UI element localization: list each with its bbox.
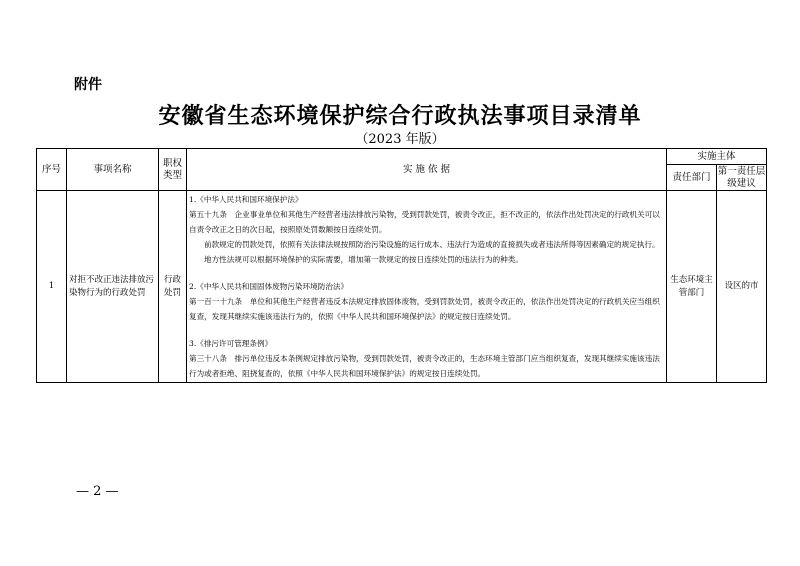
basis-law-3-article: 第三十八条 排污单位违反本条例规定排放污染物，受到罚款处罚，被责令改正的，生态环境主管部门应当组织复查，发现其继续实施该违法行为或者拒绝、阻挠复查的，依照《中华人民共和国环境保护法》的规定按日连续处罚。: [189, 354, 660, 378]
cell-basis: [187, 191, 667, 383]
cell-power-type: 行政处罚: [159, 191, 187, 383]
header-first-responsibility: 第一责任层级建议: [717, 165, 766, 189]
header-basis: 实 施 依 据: [187, 149, 667, 191]
header-subject-group: 实施主体: [667, 149, 767, 165]
header-seq: 序号: [37, 149, 67, 191]
document-subtitle: （2023 年版）: [355, 132, 445, 147]
attachment-label: 附件: [74, 77, 102, 93]
basis-law-2-article: 第一百一十九条 单位和其他生产经营者违反本法规定排放固体废物，受到罚款处罚，被责令改正的，依法作出处罚决定的行政机关应当组织复查，发现其继续实施该违法行为的，依照《中华人民共和国环境保护法》的规定按日连续处罚。: [189, 297, 660, 321]
cell-item-name: 对拒不改正违法排放污染物行为的行政处罚: [67, 191, 159, 383]
cell-first-responsibility: 设区的市: [717, 191, 767, 383]
basis-law-3-title: 3.《排污许可管理条例》: [189, 339, 273, 348]
header-item-name: 事项名称: [67, 149, 159, 191]
cell-responsible-dept: 生态环境主管部门: [667, 191, 717, 383]
header-power-type: 职权类型: [159, 149, 187, 191]
basis-law-1-para-3: 地方性法规可以根据环境保护的实际需要，增加第一款规定的按日连续处罚的违法行为的种类。: [204, 255, 523, 264]
enforcement-items-table: [36, 148, 767, 383]
table-header-row: [37, 149, 767, 165]
basis-law-1-article: 第五十九条 企业事业单位和其他生产经营者违法排放污染物，受到罚款处罚，被责令改正，拒不改正的，依法作出处罚决定的行政机关可以自责令改正之日的次日起，按照原处罚数额按日连续处罚。: [189, 210, 660, 234]
basis-law-2-title: 2.《中华人民共和国固体废物污染环境防治法》: [189, 282, 349, 291]
page-number: — 2 —: [76, 484, 119, 499]
basis-law-1-title: 1.《中华人民共和国环境保护法》: [189, 195, 303, 204]
basis-law-1-para-2: 前款规定的罚款处罚，依照有关法律法规按照防治污染设施的运行成本、违法行为造成的直接损失或者违法所得等因素确定的规定执行。: [204, 240, 660, 249]
header-responsible-dept: 责任部门: [667, 165, 717, 191]
cell-seq: 1: [37, 191, 67, 383]
document-title: 安徽省生态环境保护综合行政执法事项目录清单: [158, 104, 642, 129]
table-row: [37, 191, 767, 383]
